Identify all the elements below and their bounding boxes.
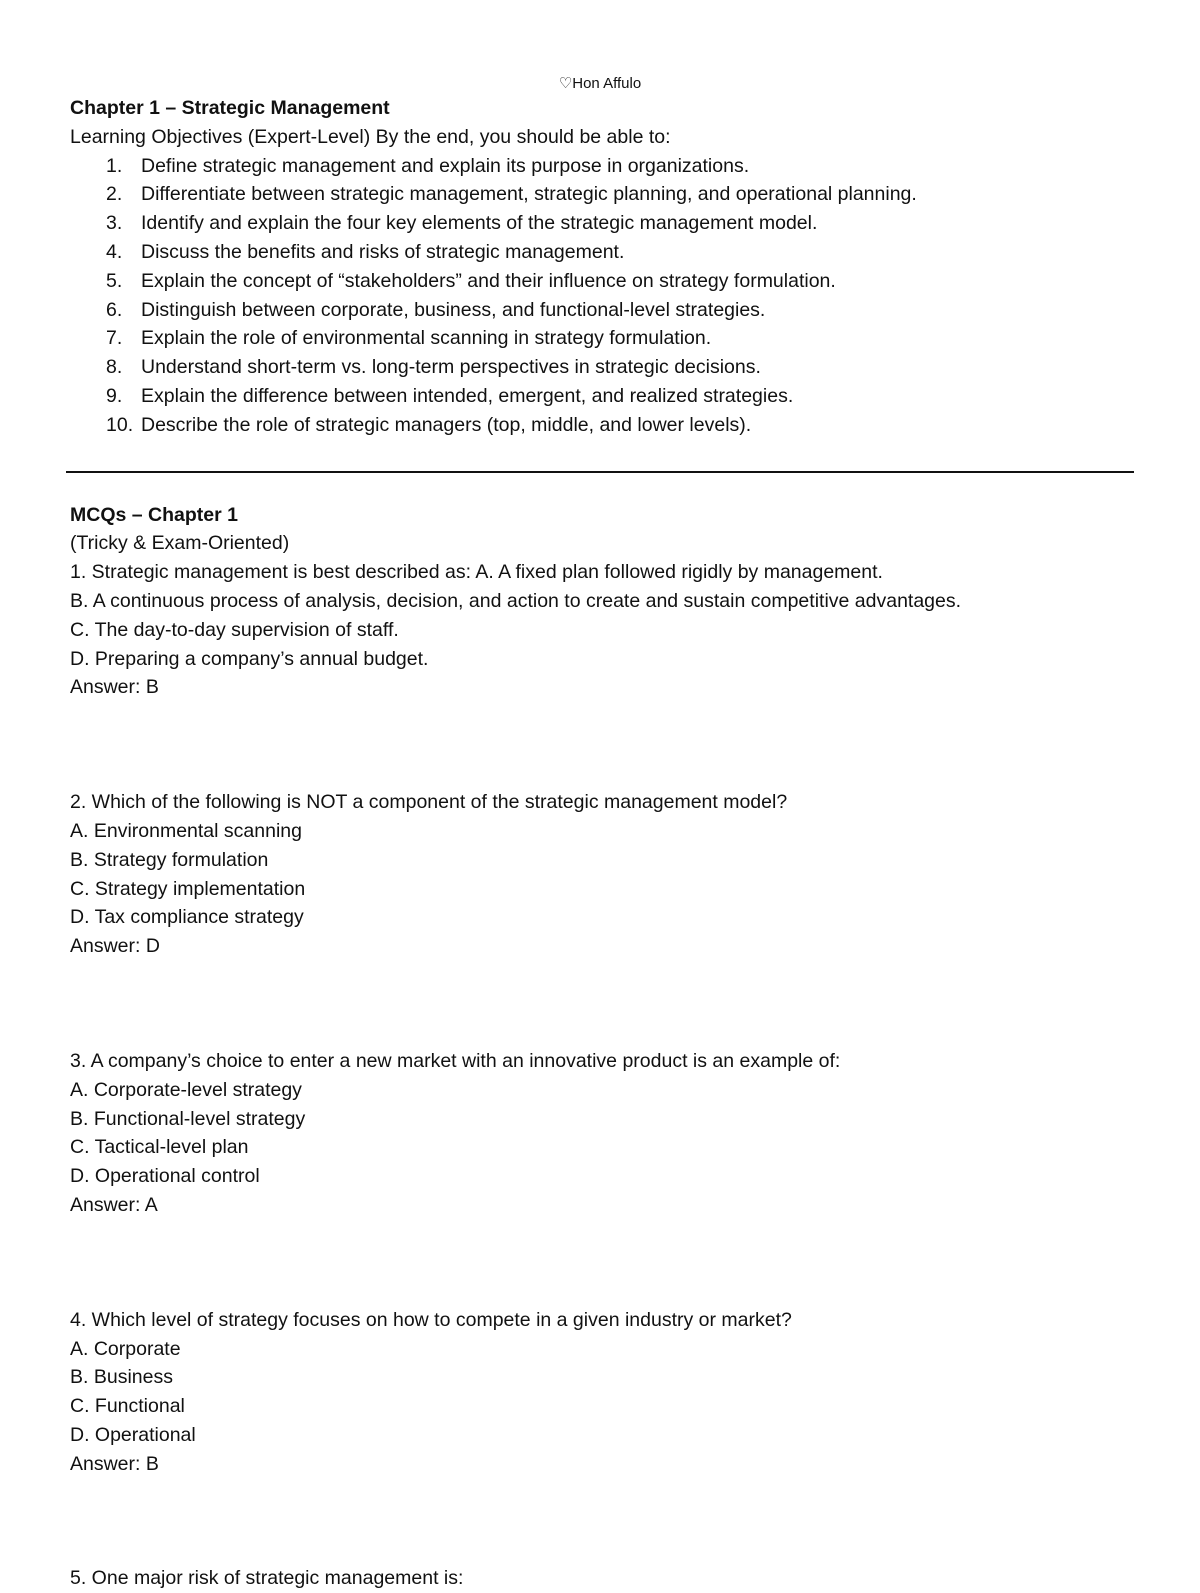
objective-text: Discuss the benefits and risks of strategic management. — [141, 240, 625, 263]
question-stem: 3. A company’s choice to enter a new market with an innovative product is an example of: — [70, 1049, 841, 1072]
objective-text: Differentiate between strategic management, strategic planning, and operational planning. — [141, 183, 917, 206]
objective-text: Describe the role of strategic managers (top, middle, and lower levels). — [141, 413, 752, 436]
objective-number: 1. — [106, 154, 123, 177]
objective-number: 6. — [106, 298, 123, 321]
answer-option: C. Functional — [70, 1395, 185, 1418]
objective-number: 8. — [106, 356, 123, 379]
mcqs-title: MCQs – Chapter 1 — [70, 503, 238, 526]
answer-key: Answer: D — [70, 935, 160, 958]
objectives-list — [70, 152, 1140, 440]
objective-text: Distinguish between corporate, business, and functional-level strategies. — [141, 298, 766, 321]
answer-option: B. Strategy formulation — [70, 848, 269, 871]
answer-key: Answer: B — [70, 676, 159, 699]
answer-option: D. Tax compliance strategy — [70, 906, 304, 929]
objective-item — [70, 296, 1140, 325]
objective-number: 2. — [106, 183, 123, 206]
objective-item — [70, 267, 1140, 296]
answer-option: C. The day-to-day supervision of staff. — [70, 618, 399, 641]
answer-option: D. Preparing a company’s annual budget. — [70, 647, 429, 670]
objective-number: 3. — [106, 212, 123, 235]
answer-option: C. Tactical-level plan — [70, 1136, 249, 1159]
question-block — [70, 1047, 1140, 1220]
question-block — [70, 788, 1140, 961]
objective-item — [70, 353, 1140, 382]
objective-number: 9. — [106, 384, 123, 407]
objective-number: 4. — [106, 240, 123, 263]
objective-item — [70, 411, 1140, 440]
objective-item — [70, 209, 1140, 238]
answer-key: Answer: A — [70, 1193, 158, 1216]
objective-text: Define strategic management and explain its purpose in organizations. — [141, 154, 750, 177]
objective-item — [70, 382, 1140, 411]
chapter-title: Chapter 1 – Strategic Management — [70, 97, 390, 119]
answer-key: Answer: B — [70, 1452, 159, 1475]
mcqs-subtitle: (Tricky & Exam-Oriented) — [70, 532, 290, 555]
objective-text: Understand short-term vs. long-term perspectives in strategic decisions. — [141, 356, 761, 379]
question-stem: 5. One major risk of strategic management is: — [70, 1567, 464, 1590]
objective-item — [70, 238, 1140, 267]
question-stem: 2. Which of the following is NOT a component of the strategic management model? — [70, 791, 788, 814]
answer-option: A. Corporate-level strategy — [70, 1078, 302, 1101]
answer-option: B. Functional-level strategy — [70, 1107, 306, 1130]
question-block — [70, 558, 1140, 702]
objective-text: Identify and explain the four key elements of the strategic management model. — [141, 212, 818, 235]
objective-number: 10. — [106, 413, 134, 436]
objective-number: 7. — [106, 327, 123, 350]
answer-option: A. Environmental scanning — [70, 819, 302, 842]
answer-option: A. Corporate — [70, 1337, 181, 1360]
answer-option: C. Strategy implementation — [70, 877, 306, 900]
objective-item — [70, 180, 1140, 209]
objective-item — [70, 152, 1140, 181]
objective-text: Explain the concept of “stakeholders” and their influence on strategy formulation. — [141, 269, 836, 292]
document-body — [70, 94, 1140, 1593]
objectives-intro: Learning Objectives (Expert-Level) By the end, you should be able to: — [70, 125, 671, 148]
objective-text: Explain the role of environmental scanning in strategy formulation. — [141, 327, 712, 350]
answer-option: B. A continuous process of analysis, decision, and action to create and sustain competitive advantages. — [70, 589, 962, 612]
question-stem: 4. Which level of strategy focuses on how to compete in a given industry or market? — [70, 1308, 792, 1331]
question-block — [70, 1564, 1140, 1593]
page-header-author: ♡Hon Affulo — [558, 75, 642, 92]
section-divider — [66, 471, 1134, 473]
question-block — [70, 1306, 1140, 1479]
answer-option: D. Operational — [70, 1423, 196, 1446]
objective-item — [70, 324, 1140, 353]
answer-option: D. Operational control — [70, 1165, 260, 1188]
objective-number: 5. — [106, 269, 123, 292]
question-stem: 1. Strategic management is best described as: A. A fixed plan followed rigidly by management. — [70, 561, 883, 584]
objective-text: Explain the difference between intended, emergent, and realized strategies. — [141, 384, 794, 407]
answer-option: B. Business — [70, 1366, 173, 1389]
